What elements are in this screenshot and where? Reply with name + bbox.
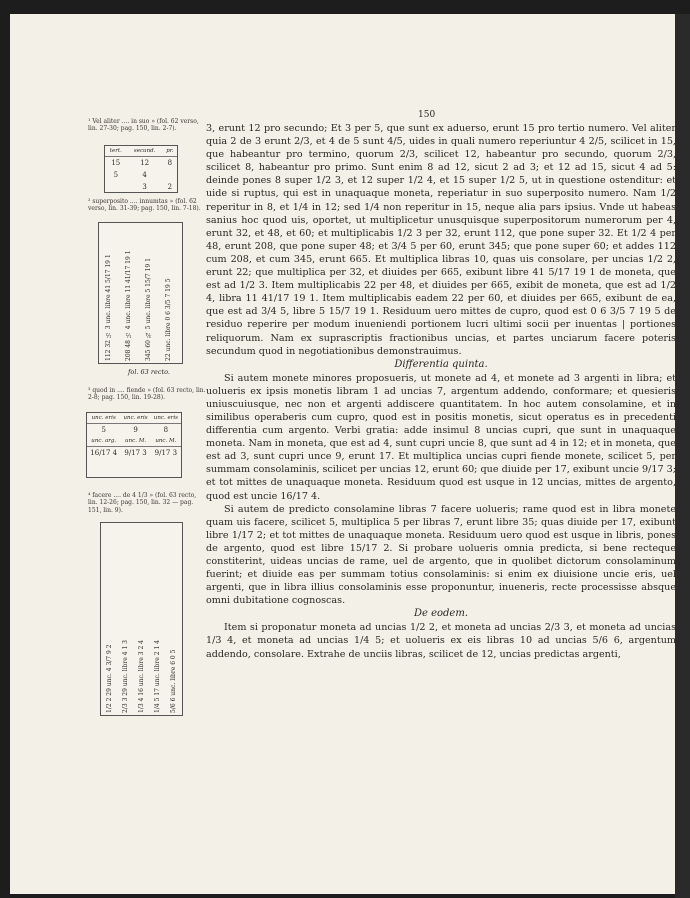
vertical-row: 5/6 6 unc. libre 6 0 5 bbox=[170, 649, 177, 713]
vertical-row: 2/3 3 29 unc. libre 4 1 3 bbox=[122, 639, 129, 713]
table-header: unc. eris bbox=[87, 413, 120, 424]
vertical-row: 22 unc. libre 0 6 3/5 7 19 5 bbox=[165, 278, 172, 361]
table-cell: 8 bbox=[167, 159, 173, 167]
margin-vertical-table bbox=[98, 222, 183, 364]
body-paragraph: 3, erunt 12 pro secundo; Et 3 per 5, que sunt ex aduerso, erunt 15 pro tertio numero. Vel aliter quia 2 de 3 erunt 2/3, et 4 de 5 sunt 4/5, uides in quali numero reperiuntur 4 2/5, scilicet in 15, que habeantur pro termino, quorum 2/3, scilicet 12, habeantur pro secundo, quorum 2/3, scilicet 8, habeantur pro primo. Sunt enim 8 ad 12, sicut 2 ad 3; et 12 ad 15, sicut 4 ad 5: deinde pones 8 super 1/2 3, et 12 super 1/2 4, et 15 super 1/2 5, ut in questione ostenditur: et uide si ruptus, qui est in unaquaque moneta, reperiatur in suo superposito numero. Nam 1/2 reperitur in 8, et 1/4 in 12; sed 1/4 non reperitur in 15, neque alia pars ipsius. Vnde ut habeas sanius hoc quod uis, oportet, ut multiplicetur unusquisque superpositorum numerorum per 4, erunt 32, et 48, et 60; et multiplicabis 1/2 3 per 32, erunt 112, que pone super 32. Et 1/2 4 per 48, erunt 208, que pone super 48; et 3/4 5 per 60, erunt 345; que pone super 60; et addes 112 cum 208, et cum 345, erunt 665. Et multiplica libras 10, quas uis consolare, per uncias 1/2 2, erunt 22; que multiplica per 32, et diuides per 665, exibunt libre 41 5/17 19 1 de moneta, que est ad 1/2 3. Item multiplicabis 22 per 48, et diuides per 665, exibit de moneta, que est ad 1/2 4, libra 11 41/17 19 1. Item multiplicabis eadem 22 per 60, et diuides per 665, exibunt de ea, que est ad 3/4 5, libre 5 15/7 19 1. Residuum uero mittes de cupro, quod est 0 6 3/5 7 19 5 de residuo reperire per modum inueniendi portionem lucri ultimi socii per inuentas | portiones reliquorum. Nam ex suprascriptis fractionibus uncias, et partes unciarum facere poteris secundum quod in negotiationibus demonstrauimus. bbox=[206, 123, 676, 357]
table-cell: 3 bbox=[142, 183, 147, 191]
margin-note: ³ quod in .... fiende » (fol. 63 recto, lin. 2-8; pag. 150, lin. 19-28). bbox=[88, 387, 206, 402]
margin-table bbox=[86, 412, 182, 478]
margin-note: ¹ Vel aliter .... in suo » (fol. 62 verso, lin. 27-30; pag. 150, lin. 2-7). bbox=[88, 118, 199, 133]
table-header: pr. bbox=[163, 146, 177, 157]
table-cell: 15 bbox=[111, 159, 121, 167]
table-header: unc. eris bbox=[120, 413, 150, 424]
body-paragraph: Si autem de predicto consolamine libras 7 facere uolueris; rame quod est in libra monete quam uis facere, scilicet 5, multiplica 5 per libras 7, erunt libre 35; quas diuide per 17, exibunt libre 1/17 2; et tot mittes de unaquaque moneta. Residuum uero quod est usque in libris, pones de argento, quod est libre 15/17 2. Si probare uolueris omnia predicta, si bene recteque constiterint, uideas uncias de rame, uel de argento, que in quolibet dictorum consolaminum fuerint; et diuide eas per summam totius consolaminis: si enim ex diuisione uncie eris, uel argenti, que in libra illius consolaminis esse proponuntur, inueneris, recte processisse absque omni dubitatione cognoscas. bbox=[206, 503, 676, 607]
table-cell: 9/17 3 bbox=[124, 449, 147, 457]
table-header: unc. M. bbox=[120, 436, 150, 447]
vertical-row: 1/3 4 16 unc. libre 3 2 4 bbox=[138, 639, 145, 713]
main-text bbox=[206, 122, 676, 661]
margin-note: ⁴ facere .... de 4 1/3 » (fol. 63 recto, lin. 12-26; pag. 150, lin. 32 — pag. 151, lin. 9). bbox=[88, 492, 197, 514]
table-cell: 12 bbox=[140, 159, 150, 167]
table-header: unc. M. bbox=[151, 436, 181, 447]
margin-vertical-table bbox=[100, 522, 183, 716]
margin-table bbox=[104, 145, 178, 193]
table-header: unc. eris bbox=[151, 413, 181, 424]
table-header: secund. bbox=[127, 146, 163, 157]
vertical-row: 112 32 ½ 3 unc. libre 41 5/17 19 1 bbox=[105, 254, 112, 361]
table-header: unc. arg. bbox=[87, 436, 120, 447]
book-spine bbox=[675, 14, 690, 898]
table-cell: 2 bbox=[167, 183, 173, 191]
margin-note: ² superposito .... innumtas » (fol. 62 verso, lin. 31-39; pag. 150, lin. 7-18). bbox=[88, 198, 201, 213]
table-cell: 9/17 3 bbox=[154, 449, 178, 457]
vertical-row: 1/4 5 17 unc. libre 2 1 4 bbox=[154, 639, 161, 713]
vertical-row: 1/2 2 29 unc. 4 3/7 9 2 bbox=[106, 644, 113, 713]
table-cell: 5 bbox=[101, 426, 106, 434]
page-number: 150 bbox=[418, 110, 436, 120]
body-paragraph: Item si proponatur moneta ad uncias 1/2 2, et moneta ad uncias 2/3 3, et moneta ad uncias 1/3 4, et moneta ad uncias 1/4 5; et uolueris ex eis libras 10 ad uncias 5/6 6, argentum addendo, consolare. Extrahe de unciis libras, scilicet de 12, uncias predictas argenti, bbox=[206, 622, 676, 660]
table-cell: 16/17 4 bbox=[90, 449, 118, 457]
table-cell: 9 bbox=[133, 426, 138, 434]
table-cell: 4 bbox=[142, 171, 147, 179]
body-paragraph: Si autem monete minores proposueris, ut monete ad 4, et monete ad 3 argenti in libra; et uolueris ex ipsis monetis libram 1 ad uncias 7, argentum addendo, conformare; et quesieris uniuscuiusque, nec non et argenti addiscere quantitatem. In hoc autem consolamine, et in similibus operaberis cum cupro, quod est in positis monetis, sicut operatus es in precedenti differentia cum argento. Verbi gratia: adde insimul 8 uncias cupri, que sunt in unaquaque moneta. Nam in moneta, que est ad 4, sunt cupri uncie 8, que sunt ad 4 in 12; et in moneta, que est ad 3, sunt cupri unce 9, erunt 17. Et multiplica uncias cupri fiende monete, scilicet 5, per summam consolaminis, scilicet per uncias 12, erunt 60; que diuide per 17, exibunt uncie 9/17 3; et tot mittes de unaquaque moneta. Residuum quod est usque in 12 uncias, mittes de argento, quod est uncie 16/17 4. bbox=[206, 372, 676, 502]
vertical-row: 345 60 ¾ 5 unc. libre 5 15/7 19 1 bbox=[145, 258, 152, 361]
vertical-row: 208 48 ½ 4 unc. libre 11 41/17 19 1 bbox=[125, 250, 132, 361]
table-cell bbox=[163, 169, 177, 181]
table-cell bbox=[105, 181, 127, 193]
table-header: tert. bbox=[105, 146, 127, 157]
section-heading: De eodem. bbox=[413, 608, 469, 620]
table-cell: 8 bbox=[163, 426, 169, 434]
table-cell: 5 bbox=[113, 171, 119, 179]
folio-caption: fol. 63 recto. bbox=[128, 368, 170, 376]
section-heading: Differentia quinta. bbox=[394, 358, 488, 370]
